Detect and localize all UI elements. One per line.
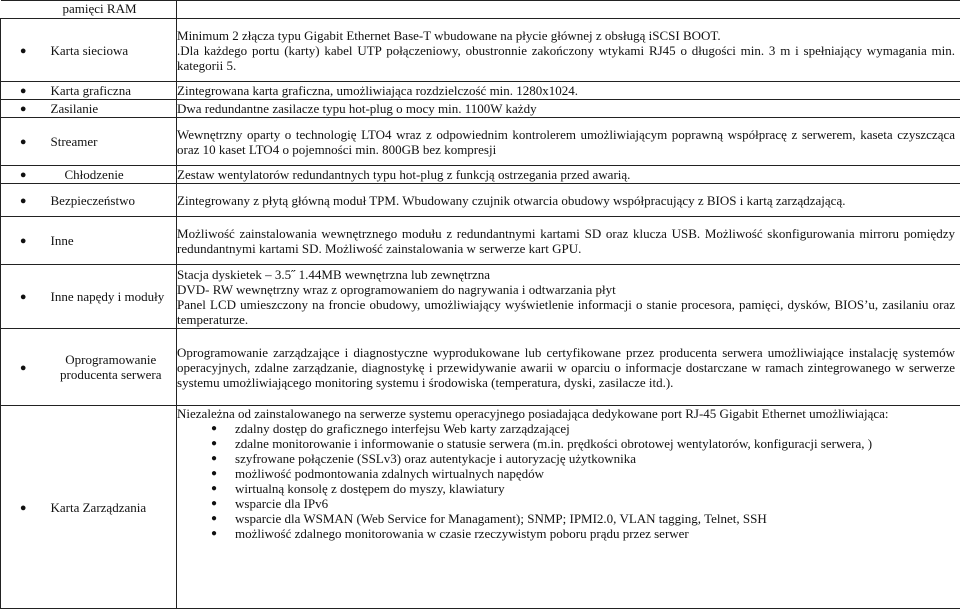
row-name: Inne (51, 217, 177, 265)
row-name: Bezpieczeństwo (51, 184, 177, 217)
row-name: Karta graficzna (51, 82, 177, 100)
table-row (1, 184, 960, 217)
table-row (1, 217, 960, 265)
row-desc: Możliwość zainstalowania wewnętrznego modułu z redundantnymi kartami SD oraz klucza USB. Możliwość skonfigurowania mirroru pomiędzy redundantnymi kartami SD. Możliwość zainstalowania w serwerze kart GPU. (177, 217, 960, 265)
row-name: Zasilanie (51, 100, 177, 118)
desc-line: DVD- RW wewnętrzny wraz z oprogramowaniem do nagrywania i odtwarzania płyt (177, 282, 955, 297)
table-row (1, 100, 960, 118)
row-name: Karta Zarządzania (51, 406, 177, 609)
bullet-icon: ● (1, 406, 51, 609)
bullet-icon: ● (1, 118, 51, 166)
row-name: Oprogramowanie producenta serwera (51, 329, 177, 406)
table-row (1, 329, 960, 406)
list-item: ● możliwość podmontowania zdalnych wirtualnych napędów (211, 466, 955, 481)
row-name: Karta sieciowa (51, 19, 177, 82)
management-features-list (177, 421, 955, 541)
bullet-icon: ● (1, 184, 51, 217)
row-name: Chłodzenie (51, 166, 177, 184)
row-desc (177, 406, 960, 609)
bullet-icon: ● (1, 217, 51, 265)
bullet-icon: ● (1, 82, 51, 100)
table-row (1, 406, 960, 609)
table-row (1, 19, 960, 82)
table-row (1, 82, 960, 100)
row-desc: Zintegrowana karta graficzna, umożliwiająca rozdzielczość min. 1280x1024. (177, 82, 960, 100)
list-item: ● wirtualną konsolę z dostępem do myszy, klawiatury (211, 481, 955, 496)
table-row (1, 265, 960, 329)
row-desc: Dwa redundantne zasilacze typu hot-plug o mocy min. 1100W każdy (177, 100, 960, 118)
row-name: Inne napędy i moduły (51, 265, 177, 329)
row-desc: Zestaw wentylatorów redundantnych typu hot-plug z funkcją ostrzegania przed awarią. (177, 166, 960, 184)
desc-line: Minimum 2 złącza typu Gigabit Ethernet Base-T wbudowane na płycie głównej z obsługą iSCSI BOOT. (177, 28, 955, 43)
list-item: ● wsparcie dla WSMAN (Web Service for Managament); SNMP; IPMI2.0, VLAN tagging, Telnet, SSH (211, 511, 955, 526)
bullet-icon: ● (1, 329, 51, 406)
row-desc (177, 265, 960, 329)
bullet-icon: ● (1, 265, 51, 329)
table-row (1, 118, 960, 166)
list-item: ● możliwość zdalnego monitorowania w czasie rzeczywistym poboru prądu przez serwer (211, 526, 955, 541)
desc-line: Panel LCD umieszczony na froncie obudowy, umożliwiający wyświetlenie informacji o stanie procesora, pamięci, dysków, BIOS’u, zasilaniu oraz temperaturze. (177, 297, 955, 327)
row-desc: Zintegrowany z płytą główną moduł TPM. Wbudowany czujnik otwarcia obudowy współpracujący z BIOS i kartą zarządzającą. (177, 184, 960, 217)
row-desc (177, 1, 960, 19)
row-desc (177, 19, 960, 82)
list-item: ● wsparcie dla IPv6 (211, 496, 955, 511)
bullet-icon: ● (1, 166, 51, 184)
list-item: ● szyfrowane połączenie (SSLv3) oraz autentykacje i autoryzację użytkownika (211, 451, 955, 466)
list-item: ● zdalny dostęp do graficznego interfejsu Web karty zarządzającej (211, 421, 955, 436)
row-desc: Wewnętrzny oparty o technologię LTO4 wraz z odpowiednim kontrolerem umożliwiającym poprawną współpracę z serwerem, kaseta czyszcząca oraz 10 kaset LTO4 o pojemności min. 800GB bez kompresji (177, 118, 960, 166)
table-row (1, 1, 960, 19)
desc-line: .Dla każdego portu (karty) kabel UTP połączeniowy, obustronnie zakończony wtykami RJ45 o długości min. 3 m i spełniający wymagania min. kategorii 5. (177, 43, 955, 73)
table-row (1, 166, 960, 184)
row-desc: Oprogramowanie zarządzające i diagnostyczne wyprodukowane lub certyfikowane przez producenta serwera umożliwiające instalację systemów operacyjnych, zdalne zarządzanie, diagnostykę i przewidywanie awarii w oparciu o informacje dostarczane w ramach zintegrowanego w serwerze systemu umożliwiającego monitoring systemu i środowiska (temperatura, dyski, zasilacze itd.). (177, 329, 960, 406)
bullet-icon: ● (1, 19, 51, 82)
desc-line: Niezależna od zainstalowanego na serwerze systemu operacyjnego posiadająca dedykowane port RJ-45 Gigabit Ethernet umożliwiająca: (177, 406, 955, 421)
row-name: pamięci RAM (1, 1, 177, 19)
bullet-icon: ● (1, 100, 51, 118)
list-item: ● zdalne monitorowanie i informowanie o statusie serwera (m.in. prędkości obrotowej wentylatorów, konfiguracji serwera, ) (211, 436, 955, 451)
row-name: Streamer (51, 118, 177, 166)
desc-line: Stacja dyskietek – 3.5˝ 1.44MB wewnętrzna lub zewnętrzna (177, 267, 955, 282)
